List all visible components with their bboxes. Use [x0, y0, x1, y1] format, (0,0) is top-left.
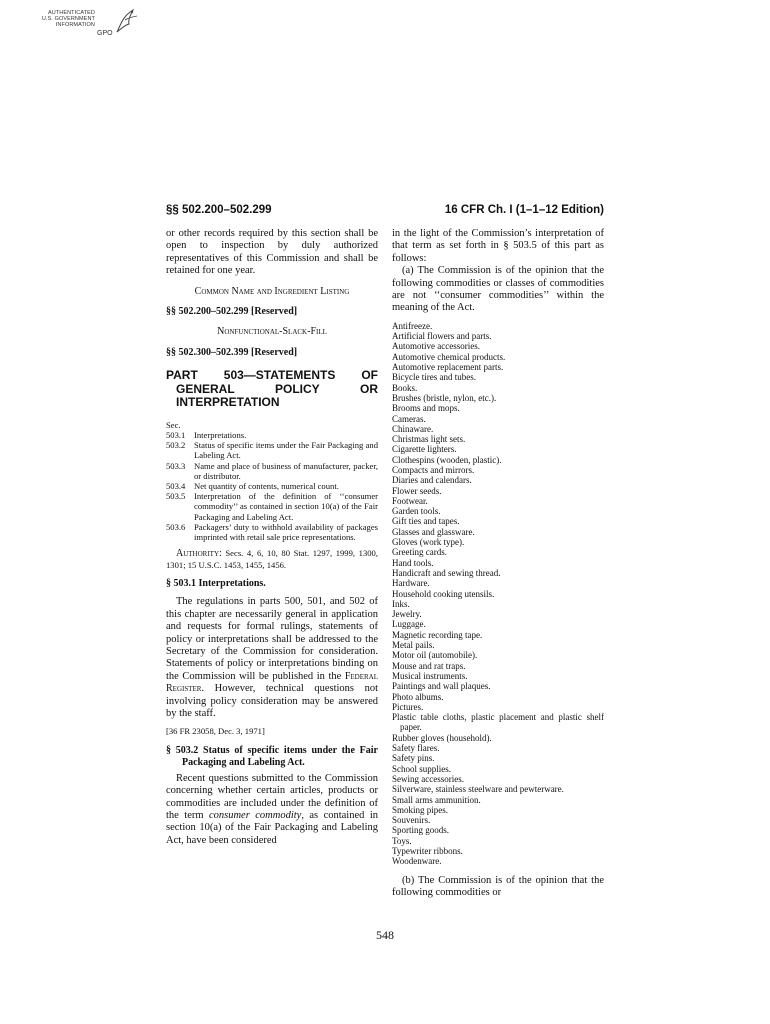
list-item: Brushes (bristle, nylon, etc.). [392, 392, 497, 403]
table-of-contents [166, 420, 378, 542]
toc-item [166, 430, 378, 440]
list-item: Plastic table cloths, plastic placement and plastic shelf paper. [392, 712, 604, 733]
list-item: Small arms ammunition. [392, 794, 481, 805]
list-item: Automotive accessories. [392, 341, 480, 352]
list-item: Brooms and mops. [392, 403, 460, 414]
list-item: Rubber gloves (household). [392, 732, 492, 743]
list-item: Pictures. [392, 701, 424, 712]
list-item: Musical instruments. [392, 670, 468, 681]
toc-item [166, 461, 378, 481]
logo-line-2: U.S. GOVERNMENT [41, 16, 95, 22]
list-item: Hardware. [392, 578, 430, 589]
paragraph-a: (a) The Commission is of the opinion that the following commodities or classes of commodities are not ‘‘consumer commodities’’ within the meaning of the Act. [392, 265, 604, 314]
list-item: School supplies. [392, 763, 452, 774]
list-item: Christmas light sets. [392, 434, 466, 445]
authority-text: Secs. 4, 6, 10, 80 Stat. 1297, 1999, 1300, 1301; 15 U.S.C. 1453, 1455, 1456. [166, 548, 378, 570]
toc-label: Sec. [166, 419, 181, 430]
gpo-authentication-logo [41, 6, 145, 48]
list-item: Antifreeze. [392, 320, 433, 331]
toc-text: Name and place of business of manufacturer, packer, or distributor. [194, 460, 378, 481]
list-item: Sewing accessories. [392, 773, 464, 784]
section-503-1-body [166, 596, 378, 720]
toc-number: 503.3 [166, 460, 186, 471]
commodity-list [392, 321, 604, 867]
list-item: Bicycle tires and tubes. [392, 372, 476, 383]
list-item: Metal pails. [392, 640, 435, 651]
list-item: Chinaware. [392, 423, 434, 434]
authority-note [166, 548, 378, 570]
list-item: Clothespins (wooden, plastic). [392, 454, 502, 465]
list-item: Hand tools. [392, 557, 434, 568]
toc-text: Interpretation of the definition of ‘‘consumer commodity’’ as contained in section 10(a) of the Fair Packaging and Labeling Act. [194, 491, 378, 522]
heading-nonfunctional-slack-fill: Nonfunctional-Slack-Fill [217, 326, 327, 338]
toc-text: Net quantity of contents, numerical count. [194, 480, 339, 491]
list-item: Mouse and rat traps. [392, 660, 466, 671]
list-item: Luggage. [392, 619, 426, 630]
toc-number: 503.6 [166, 521, 186, 532]
paragraph-b: (b) The Commission is of the opinion that the following commodities or [392, 874, 604, 898]
reserved-502-200: §§ 502.200–502.299 [Reserved] [166, 306, 298, 318]
running-head-section: §§ 502.200–502.299 [166, 204, 272, 216]
list-item: Safety flares. [392, 743, 440, 754]
toc-number: 503.5 [166, 491, 186, 502]
logo-line-1: AUTHENTICATED [47, 10, 95, 16]
toc-item [166, 481, 378, 491]
list-item: Jewelry. [392, 609, 422, 620]
list-item: Diaries and calendars. [392, 475, 472, 486]
running-head [166, 204, 604, 218]
left-column [166, 228, 378, 847]
list-item: Glasses and glassware. [392, 526, 475, 537]
federal-register: Federal Register [166, 670, 378, 695]
list-item: Gloves (work type). [392, 537, 465, 548]
reserved-502-300: §§ 502.300–502.399 [Reserved] [166, 346, 298, 358]
list-item: Automotive replacement parts. [392, 362, 504, 373]
toc-text: Packagers’ duty to withhold availability of packages imprinted with retail sale price representations. [194, 521, 378, 542]
left-intro-paragraph: or other records required by this section shall be open to inspection by duly authorized representatives of this Commission and shall be retained for one year. [166, 228, 378, 277]
consumer-commodity-term: consumer commodity [208, 809, 302, 821]
list-item: Souvenirs. [392, 815, 431, 826]
toc-item [166, 440, 378, 460]
toc-text: Status of specific items under the Fair Packaging and Labeling Act. [194, 440, 378, 461]
list-item: Paintings and wall plaques. [392, 681, 491, 692]
logo-line-3: INFORMATION [55, 22, 95, 28]
list-item: Cameras. [392, 413, 426, 424]
running-head-edition: 16 CFR Ch. I (1–1–12 Edition) [444, 204, 604, 216]
right-column [392, 228, 604, 899]
section-503-1-heading: § 503.1 Interpretations. [166, 578, 266, 589]
logo-gpo-mark: GPO [97, 30, 113, 37]
toc-number: 503.2 [166, 440, 186, 451]
list-item: Motor oil (automobile). [392, 650, 478, 661]
part-503-title: PART 503—STATEMENTS OF GENERAL POLICY OR INTERPRETATION [166, 368, 378, 410]
list-item: Typewriter ribbons. [392, 845, 463, 856]
section-503-1-text: The regulations in parts 500, 501, and 502 of this chapter are necessarily general in application and requests for formal rulings, statements of policy or interpretations shall be addressed to the Secretary of the Commission for consideration. Statements of policy or interpretations binding on the Commission will be published in the [166, 596, 378, 682]
section-503-2-body [166, 773, 378, 847]
right-intro-paragraph: in the light of the Commission’s interpretation of that term as set forth in § 503.5 of this part as follows: [392, 228, 604, 264]
toc-text: Interpretations. [194, 429, 247, 440]
list-item: Safety pins. [392, 753, 435, 764]
list-item: Inks. [392, 598, 410, 609]
list-item: Smoking pipes. [392, 804, 449, 815]
list-item: Books. [392, 382, 418, 393]
list-item: Photo albums. [392, 691, 444, 702]
list-item: Household cooking utensils. [392, 588, 495, 599]
page-number: 548 [376, 928, 394, 942]
section-503-2-text: Recent questions submitted to the Commission concerning whether certain articles, products or commodities are included under the definition of the term [166, 772, 378, 821]
list-item: Garden tools. [392, 506, 441, 517]
list-item: Automotive chemical products. [392, 351, 506, 362]
list-item: Footwear. [392, 495, 428, 506]
list-item: Toys. [392, 835, 412, 846]
toc-item [166, 522, 378, 542]
list-item: Compacts and mirrors. [392, 465, 475, 475]
list-item: Cigarette lighters. [392, 444, 457, 455]
list-item: Handicraft and sewing thread. [392, 567, 501, 578]
list-item: Silverware, stainless steelware and pewterware. [392, 784, 564, 795]
list-item: Greeting cards. [392, 547, 447, 558]
authority-label: Authority: [176, 548, 222, 560]
toc-item [166, 491, 378, 522]
list-item: Artificial flowers and parts. [392, 331, 492, 342]
list-item: Magnetic recording tape. [392, 629, 483, 640]
list-item: Gift ties and tapes. [392, 516, 460, 527]
heading-common-name: Common Name and Ingredient Listing [194, 285, 350, 297]
eagle-icon [113, 6, 139, 36]
section-503-2-heading: § 503.2 Status of specific items under the Fair Packaging and Labeling Act. [166, 744, 378, 769]
list-item: Woodenware. [392, 856, 442, 867]
citation-36-fr: [36 FR 23058, Dec. 3, 1971] [166, 726, 265, 737]
section-503-2-text-end: , as contained in section 10(a) of the Fair Packaging and Labeling Act, have been considered [166, 809, 378, 846]
section-503-1-text-end: . However, technical questions not involving policy consideration may be answered by the staff. [166, 683, 378, 720]
toc-number: 503.4 [166, 480, 186, 491]
list-item: Flower seeds. [392, 485, 442, 496]
list-item: Sporting goods. [392, 825, 450, 836]
toc-number: 503.1 [166, 429, 186, 440]
